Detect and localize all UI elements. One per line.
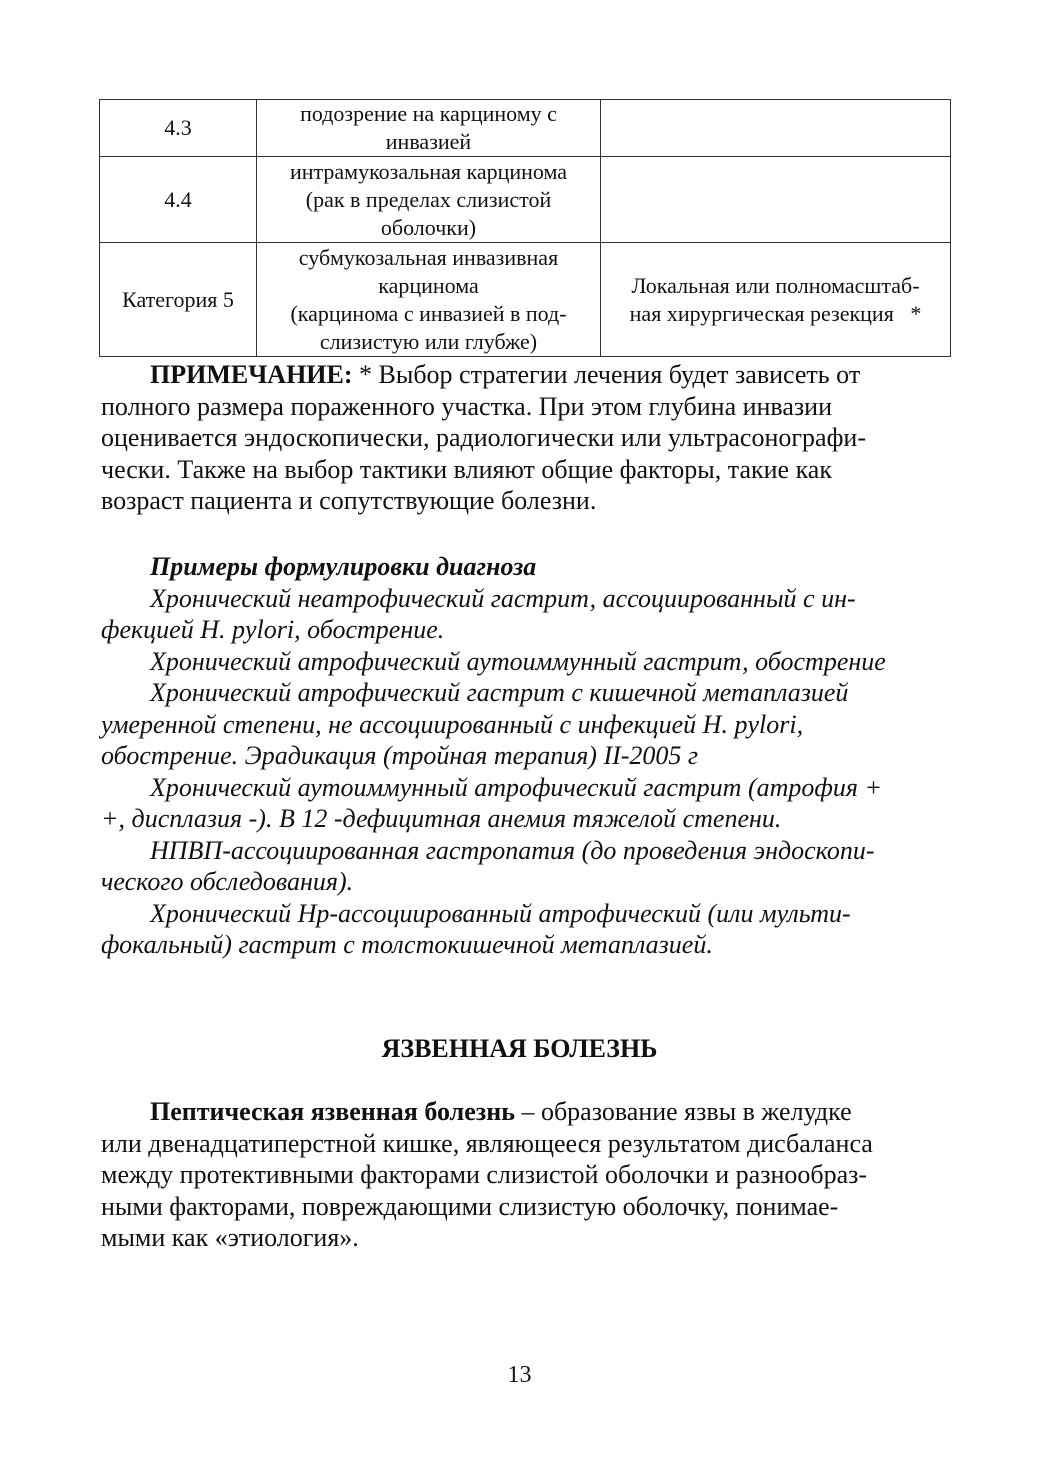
example-line: НПВП-ассоциированная гастропатия (до проведения эндоскопи-: [150, 835, 875, 865]
example-line: ческого обследования).: [101, 867, 354, 896]
note-text: * Выбор стратегии лечения будет зависеть от: [352, 360, 861, 389]
example-line: фекцией H. pylori, обострение.: [101, 615, 445, 644]
classification-table: [99, 99, 951, 357]
example-line: обострение. Эрадикация (тройная терапия) II-2005 г: [101, 741, 699, 770]
table-row: [100, 157, 951, 243]
text-line: [101, 359, 941, 391]
table-row: [100, 100, 951, 157]
recommendation-cell: [601, 243, 951, 357]
cell-line: оболочки): [380, 214, 477, 240]
cell-line: (рак в пределах слизистой: [305, 186, 552, 212]
examples-title: Примеры формулировки диагноза: [150, 552, 537, 581]
description-cell: [257, 157, 601, 243]
cell-line: карцинома: [378, 272, 479, 298]
cell-line: интрамукозальная карцинома: [289, 158, 568, 184]
example-line: умеренной степени, не ассоциированный с инфекцией H. pylori,: [101, 709, 804, 739]
examples-section: [101, 551, 941, 961]
example-line: Хронический атрофический гастрит с кишечной метаплазией: [150, 678, 849, 707]
description-cell: [257, 100, 601, 157]
cell-line: (карцинома с инвазией в под-: [290, 300, 567, 326]
recommendation-cell: [601, 157, 951, 243]
example-line: +, дисплазия -). В 12 -дефицитная анемия тяжелой степени.: [101, 804, 782, 833]
note-label: ПРИМЕЧАНИЕ:: [150, 360, 353, 389]
category-code-cell: Категория 5: [100, 243, 257, 357]
example-line: Хронический Нр-ассоциированный атрофический (или мульти-: [150, 898, 851, 928]
text-line: или двенадцатиперстной кишке, являющееся результатом дисбаланса: [101, 1128, 873, 1158]
example-line: фокальный) гастрит с толстокишечной метаплазией.: [101, 930, 713, 959]
text-line: оценивается эндоскопически, радиологически или ультрасонографи-: [101, 423, 866, 452]
cell-line: слизистую или глубже): [319, 328, 538, 354]
cell-line: субмукозальная инвазивная: [298, 244, 559, 270]
text-line: возраст пациента и сопутствующие болезни.: [101, 486, 597, 515]
section-paragraph: [101, 1096, 941, 1254]
page-number: 13: [507, 1362, 532, 1388]
category-code-cell: 4.4: [100, 157, 257, 243]
defined-term: Пептическая язвенная болезнь: [150, 1097, 515, 1126]
text-line: между протективными факторами слизистой оболочки и разнообраз-: [101, 1160, 868, 1189]
note-paragraph: [101, 359, 941, 517]
cell-line: ная хирургическая резекция *: [629, 300, 922, 326]
text-line: мыми как «этиология».: [101, 1223, 359, 1252]
category-code-cell: 4.3: [100, 100, 257, 157]
text-line: [101, 1096, 941, 1128]
text-line: полного размера пораженного участка. При этом глубина инвазии: [101, 391, 833, 421]
example-line: Хронический неатрофический гастрит, ассоциированный с ин-: [150, 583, 856, 613]
example-line: Хронический аутоиммунный атрофический гастрит (атрофия +: [150, 772, 882, 802]
cell-line: подозрение на карциному с: [300, 101, 557, 126]
definition-text: – образование язвы в желудке: [514, 1097, 852, 1126]
table-row: [100, 243, 951, 357]
example-line: Хронический атрофический аутоиммунный гастрит, обострение: [150, 646, 886, 676]
cell-line: инвазией: [385, 129, 472, 154]
recommendation-cell: [601, 100, 951, 157]
text-line: ными факторами, повреждающими слизистую оболочку, понимае-: [101, 1191, 839, 1221]
cell-line: Локальная или полномасштаб-: [631, 272, 920, 298]
section-heading: ЯЗВЕННАЯ БОЛЕЗНЬ: [381, 1034, 658, 1063]
text-line: чески. Также на выбор тактики влияют общие факторы, такие как: [101, 454, 832, 484]
description-cell: [257, 243, 601, 357]
